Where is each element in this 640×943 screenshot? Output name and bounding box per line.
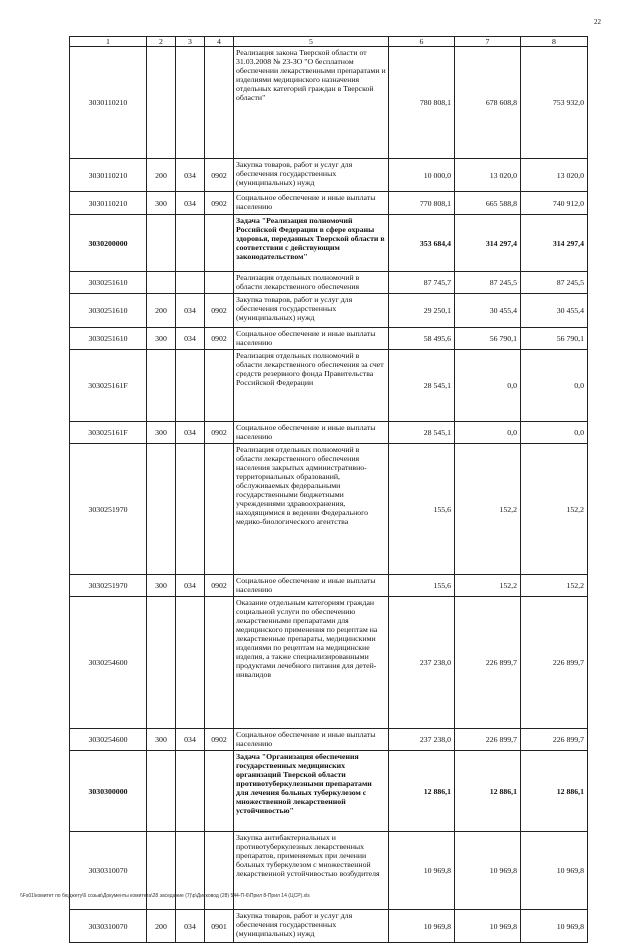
value-col7: 665 588,8 (455, 192, 521, 215)
table-row (70, 751, 588, 832)
description-cell: Социальное обеспечение и иные выплаты населению (234, 729, 389, 751)
value-col7: 152,2 (455, 444, 521, 575)
description-cell: Задача "Организация обеспечения государственных медицинских организаций Тверской области противотуберкулезными препаратами для лечения больных туберкулезом с множественной лекарственной устойчивостью" (234, 751, 389, 832)
table-row (70, 159, 588, 192)
cell-col2: 200 (147, 159, 176, 192)
table-row (70, 575, 588, 597)
column-header-4: 4 (205, 37, 234, 47)
cell-col2 (147, 597, 176, 729)
cell-col4: 0902 (205, 575, 234, 597)
value-col7: 152,2 (455, 575, 521, 597)
value-col7: 10 969,8 (455, 910, 521, 943)
code-cell: 3030200000 (70, 215, 147, 272)
page-number: 22 (594, 18, 601, 26)
budget-table (69, 36, 588, 943)
cell-col4 (205, 215, 234, 272)
code-cell: 3030110210 (70, 47, 147, 159)
cell-col3: 034 (176, 729, 205, 751)
table-row (70, 597, 588, 729)
value-col7: 87 245,5 (455, 272, 521, 294)
table-row (70, 215, 588, 272)
description-cell: Социальное обеспечение и иные выплаты населению (234, 192, 389, 215)
description-cell: Закупка товаров, работ и услуг для обеспечения государственных (муниципальных) нужд (234, 159, 389, 192)
cell-col2: 300 (147, 575, 176, 597)
value-col8: 10 969,8 (521, 832, 588, 910)
code-cell: 3030251970 (70, 444, 147, 575)
value-col6: 10 969,8 (389, 910, 455, 943)
cell-col3: 034 (176, 294, 205, 328)
cell-col4: 0901 (205, 910, 234, 943)
code-cell: 3030300000 (70, 751, 147, 832)
cell-col4 (205, 272, 234, 294)
description-cell: Закупка антибактериальных и противотуберкулезных лекарственных препаратов, применяемых при лечении больных туберкулезом с множественной лекарственной устойчивостью возбудителя (234, 832, 389, 910)
table-row (70, 272, 588, 294)
cell-col3 (176, 47, 205, 159)
code-cell: 3030310070 (70, 832, 147, 910)
value-col7: 226 899,7 (455, 729, 521, 751)
code-cell: 3030254600 (70, 597, 147, 729)
column-header-5: 5 (234, 37, 389, 47)
cell-col2: 200 (147, 294, 176, 328)
value-col8: 56 790,1 (521, 328, 588, 350)
code-cell: 3030251610 (70, 294, 147, 328)
value-col6: 28 545,1 (389, 422, 455, 444)
table-row (70, 350, 588, 422)
value-col8: 10 969,8 (521, 910, 588, 943)
cell-col3 (176, 751, 205, 832)
value-col7: 0,0 (455, 350, 521, 422)
value-col6: 10 000,0 (389, 159, 455, 192)
cell-col4 (205, 47, 234, 159)
cell-col2 (147, 350, 176, 422)
code-cell: 3030251610 (70, 272, 147, 294)
value-col7: 314 297,4 (455, 215, 521, 272)
column-header-3: 3 (176, 37, 205, 47)
cell-col2 (147, 751, 176, 832)
value-col8: 0,0 (521, 422, 588, 444)
value-col8: 152,2 (521, 444, 588, 575)
value-col7: 30 455,4 (455, 294, 521, 328)
cell-col3: 034 (176, 575, 205, 597)
table-row (70, 910, 588, 943)
value-col7: 13 020,0 (455, 159, 521, 192)
column-header-7: 7 (455, 37, 521, 47)
value-col6: 29 250,1 (389, 294, 455, 328)
value-col8: 12 886,1 (521, 751, 588, 832)
table-row (70, 444, 588, 575)
cell-col4: 0902 (205, 422, 234, 444)
value-col6: 237 238,0 (389, 597, 455, 729)
value-col6: 155,6 (389, 444, 455, 575)
cell-col2 (147, 272, 176, 294)
cell-col4: 0902 (205, 294, 234, 328)
code-cell: 3030110210 (70, 159, 147, 192)
cell-col2: 300 (147, 192, 176, 215)
cell-col3: 034 (176, 192, 205, 215)
column-header-1: 1 (70, 37, 147, 47)
description-cell: Реализация отдельных полномочий в области лекарственного обеспечения населения закрытых административно-территориальных образований, обслуживаемых федеральными государственными бюджетными учреждениями здравоохранения, находящимися в ведении Федерального медико-биологического агентства (234, 444, 389, 575)
value-col7: 10 969,8 (455, 832, 521, 910)
cell-col4: 0902 (205, 192, 234, 215)
cell-col3: 034 (176, 910, 205, 943)
cell-col3: 034 (176, 328, 205, 350)
cell-col3: 034 (176, 422, 205, 444)
table-row (70, 294, 588, 328)
value-col6: 87 745,7 (389, 272, 455, 294)
description-cell: Закупка товаров, работ и услуг для обеспечения государственных (муниципальных) нужд (234, 294, 389, 328)
value-col8: 87 245,5 (521, 272, 588, 294)
description-cell: Задача "Реализация полномочий Российской Федерации в сфере охраны здоровья, переданных Тверской области в соответствии с действующим законодательством" (234, 215, 389, 272)
cell-col4: 0902 (205, 328, 234, 350)
cell-col2: 300 (147, 422, 176, 444)
value-col6: 28 545,1 (389, 350, 455, 422)
cell-col4 (205, 444, 234, 575)
cell-col4 (205, 597, 234, 729)
value-col6: 237 238,0 (389, 729, 455, 751)
value-col7: 12 886,1 (455, 751, 521, 832)
column-header-8: 8 (521, 37, 588, 47)
value-col8: 0,0 (521, 350, 588, 422)
description-cell: Социальное обеспечение и иные выплаты населению (234, 328, 389, 350)
value-col6: 10 969,8 (389, 832, 455, 910)
table-row (70, 729, 588, 751)
cell-col2 (147, 215, 176, 272)
value-col8: 226 899,7 (521, 729, 588, 751)
cell-col3 (176, 272, 205, 294)
cell-col3 (176, 597, 205, 729)
value-col8: 740 912,0 (521, 192, 588, 215)
value-col6: 58 495,6 (389, 328, 455, 350)
description-cell: Реализация отдельных полномочий в области лекарственного обеспечения за счет средств резервного фонда Правительства Российской Федерации (234, 350, 389, 422)
code-cell: 303025161F (70, 350, 147, 422)
file-path-footer: \\Fs01\комитет по бюджету\6 созыв\Документы комитета\28 заседание (7)\р\Дисковод (28) 544-П-6\Прил 8-Прил 14 (ЦСР).xls (20, 893, 310, 899)
table-row (70, 192, 588, 215)
code-cell: 3030310070 (70, 910, 147, 943)
cell-col3 (176, 350, 205, 422)
cell-col4: 0902 (205, 159, 234, 192)
value-col8: 13 020,0 (521, 159, 588, 192)
value-col8: 30 455,4 (521, 294, 588, 328)
value-col8: 314 297,4 (521, 215, 588, 272)
code-cell: 3030251610 (70, 328, 147, 350)
value-col6: 780 808,1 (389, 47, 455, 159)
value-col8: 226 899,7 (521, 597, 588, 729)
table-row (70, 328, 588, 350)
column-header-2: 2 (147, 37, 176, 47)
value-col6: 353 684,4 (389, 215, 455, 272)
description-cell: Реализация закона Тверской области от 31.03.2008 № 23-ЗО "О бесплатном обеспечении лекарственными препаратами и изделиями медицинского назначения отдельных категорий граждан в Тверской области" (234, 47, 389, 159)
cell-col2: 200 (147, 910, 176, 943)
value-col7: 678 608,8 (455, 47, 521, 159)
cell-col2 (147, 444, 176, 575)
cell-col3: 034 (176, 159, 205, 192)
cell-col4 (205, 751, 234, 832)
description-cell: Социальное обеспечение и иные выплаты населению (234, 575, 389, 597)
value-col6: 12 886,1 (389, 751, 455, 832)
code-cell: 3030251970 (70, 575, 147, 597)
cell-col3 (176, 215, 205, 272)
description-cell: Закупка товаров, работ и услуг для обеспечения государственных (муниципальных) нужд (234, 910, 389, 943)
cell-col3 (176, 444, 205, 575)
cell-col2 (147, 47, 176, 159)
value-col8: 753 932,0 (521, 47, 588, 159)
value-col6: 770 808,1 (389, 192, 455, 215)
cell-col4 (205, 350, 234, 422)
value-col7: 0,0 (455, 422, 521, 444)
cell-col2: 300 (147, 328, 176, 350)
description-cell: Реализация отдельных полномочий в области лекарственного обеспечения (234, 272, 389, 294)
header-row (70, 37, 588, 47)
column-header-6: 6 (389, 37, 455, 47)
value-col7: 226 899,7 (455, 597, 521, 729)
code-cell: 3030254600 (70, 729, 147, 751)
code-cell: 3030110210 (70, 192, 147, 215)
cell-col4: 0902 (205, 729, 234, 751)
table-row (70, 422, 588, 444)
table-row (70, 47, 588, 159)
code-cell: 303025161F (70, 422, 147, 444)
value-col8: 152,2 (521, 575, 588, 597)
cell-col2: 300 (147, 729, 176, 751)
description-cell: Оказание отдельным категориям граждан социальной услуги по обеспечению лекарственными препаратами для медицинского применения по рецептам на лекарственные препараты, медицинскими изделиями по рецептам на медицинские изделия, а также специализированными продуктами лечебного питания для детей-инвалидов (234, 597, 389, 729)
value-col6: 155,6 (389, 575, 455, 597)
value-col7: 56 790,1 (455, 328, 521, 350)
description-cell: Социальное обеспечение и иные выплаты населению (234, 422, 389, 444)
